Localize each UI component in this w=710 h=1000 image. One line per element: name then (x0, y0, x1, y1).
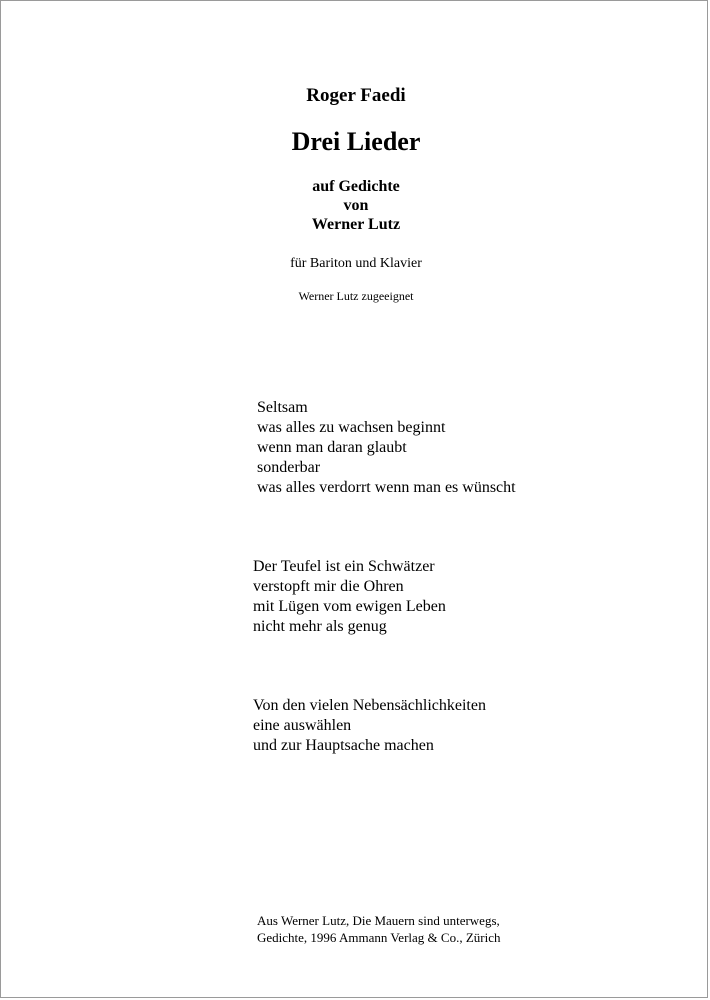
source-line: Aus Werner Lutz, Die Mauern sind unterwegs, (257, 913, 500, 928)
poem-line: und zur Hauptsache machen (253, 737, 434, 754)
instrumentation: für Bariton und Klavier (290, 256, 422, 271)
poem-line: nicht mehr als genug (253, 618, 387, 635)
poem-line: Von den vielen Nebensächlichkeiten (253, 697, 486, 714)
poem-2 (253, 557, 446, 637)
source-line: Gedichte, 1996 Ammann Verlag & Co., Zürich (257, 930, 501, 945)
subtitle-block (1, 177, 710, 234)
poem-line: Der Teufel ist ein Schwätzer (253, 558, 435, 575)
subtitle-line: auf Gedichte (312, 178, 400, 195)
poem-line: wenn man daran glaubt (257, 439, 407, 456)
subtitle-line: von (343, 197, 369, 214)
dedication: Werner Lutz zugeeignet (298, 289, 414, 303)
composer-name: Roger Faedi (306, 85, 406, 106)
poem-line: was alles verdorrt wenn man es wünscht (257, 479, 516, 496)
poem-line: Seltsam (257, 399, 308, 416)
poem-line: mit Lügen vom ewigen Leben (253, 598, 446, 615)
poem-line: eine auswählen (253, 717, 352, 734)
source-citation (257, 912, 500, 946)
poem-3 (253, 696, 486, 756)
poem-line: was alles zu wachsen beginnt (257, 419, 446, 436)
poem-line: verstopft mir die Ohren (253, 578, 404, 595)
subtitle-line: Werner Lutz (311, 216, 401, 233)
poem-line: sonderbar (257, 459, 321, 476)
poem-1 (257, 398, 516, 498)
work-title: Drei Lieder (291, 127, 421, 156)
